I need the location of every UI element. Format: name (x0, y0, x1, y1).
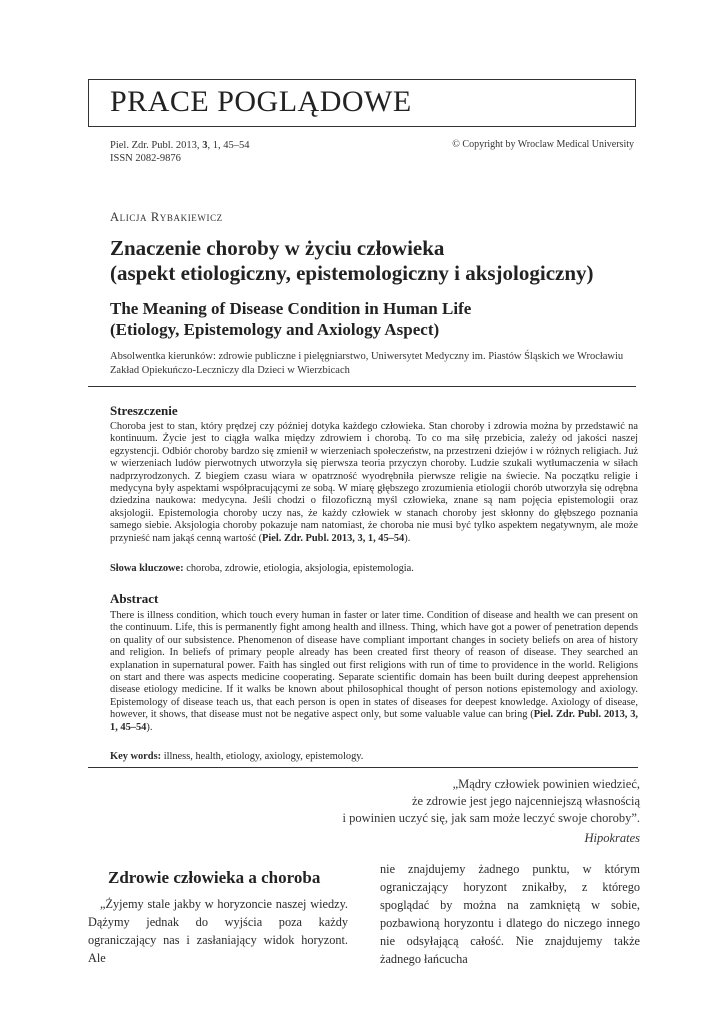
title-english (110, 298, 471, 340)
body-right-column: nie znajdujemy żadnego punktu, w którym ograniczający horyzont znikałby, z którego spoglądać by można na zamkniętą w sobie, pozbawioną horyzontu i dlatego do niczego innego nie odsyłającą całość. Nie znajdujemy także żadnego łańcucha (380, 862, 640, 966)
epigraph (343, 776, 640, 847)
copyright-notice: © Copyright by Wroclaw Medical University (452, 139, 634, 150)
section-type-title: PRACE POGLĄDOWE (110, 85, 412, 118)
abstract-citation: Piel. Zdr. Publ. 2013, 3, 1, 45–54 (110, 709, 639, 733)
author-name: Alicja Rybakiewicz (110, 210, 223, 224)
divider-top (88, 386, 636, 387)
streszczenie-text: Choroba jest to stan, który prędzej czy później dotyka każdego człowieka. Stan choroby i zdrowia można by przedstawić na kontinuum. Życie jest to ciągła walka między zdrowiem i chorobą. To co ma siłę przebicia, zależy od jakości naszej egzystencji. Odbiór choroby bardzo się zmienił w wierzeniach społeczeństw, na przestrzeni dziejów i w różnych religiach. Już w wierzeniach ludów pierwotnych utworzyła się pierwsza teoria przyczyn choroby. Ludzie szukali wytłumaczenia w siłach nadprzyrodzonych. Z biegiem czasu wiara w opatrzność wyodrębniła pierwsze religie na świecie. Na początku religie i medycyna były aspektami współpracującymi ze sobą. W miarę głębszego zrozumienia etiologii chorób utworzyła się odrębna dziedzina naukowa: medycyna. Jeśli chodzi o filozoficzną myśl człowieka, znane są nam pojęcia epistemologii oraz aksjologii. Epistemologia choroby uczy nas, że każdy człowiek w stanach choroby jest skłonny do głębszego poznania samego siebie. Aksjologia choroby pokazuje nam natomiast, że choroba nie musi być tylko aspektem negatywnym, ale może przynieść nam jakąś cenną wartość (Piel. Zdr. Publ. 2013, 3, 1, 45–54). (110, 421, 638, 544)
issn: ISSN 2082-9876 (110, 153, 181, 164)
keywords-label-en: Key words: (110, 751, 162, 762)
streszczenie-citation: Piel. Zdr. Publ. 2013, 3, 1, 45–54 (262, 532, 405, 544)
title-polish (110, 236, 594, 286)
section-heading-health: Zdrowie człowieka a choroba (108, 868, 321, 887)
journal-volume: 3 (202, 140, 208, 151)
journal-reference (110, 139, 249, 165)
title-polish-line1: Znaczenie choroby w życiu człowieka (110, 236, 445, 260)
streszczenie-keywords: Słowa kluczowe: choroba, zdrowie, etiologia, aksjologia, epistemologia. (110, 563, 414, 574)
keywords-label-pl: Słowa kluczowe: (110, 563, 184, 574)
author-affiliation: Absolwentka kierunków: zdrowie publiczne i pielęgniarstwo, Uniwersytet Medyczny im. Piastów Śląskich we Wrocławiu Zakład Opiekuńczo-Leczniczy dla Dzieci w Wierzbicach (110, 351, 624, 376)
title-english-line2: (Etiology, Epistemology and Axiology Aspect) (110, 320, 440, 339)
streszczenie-heading: Streszczenie (110, 403, 178, 418)
epigraph-line2: że zdrowie jest jego najcenniejszą własnością (411, 794, 640, 808)
epigraph-line3: i powinien uczyć się, jak sam może leczyć swoje choroby”. (342, 811, 640, 825)
title-polish-line2: (aspekt etiologiczny, epistemologiczny i aksjologiczny) (110, 261, 594, 285)
abstract-heading: Abstract (110, 591, 159, 606)
epigraph-line1: „Mądry człowiek powinien wiedzieć, (452, 777, 640, 791)
abstract-keywords: Key words: illness, health, etiology, axiology, epistemology. (110, 751, 364, 762)
abstract-text: There is illness condition, which touch every human in faster or later time. Condition of disease and health we can present on the continuum. Life, this is permanently fight among health and illness. Thing, which have got a power of penetration depends on quality of our subsistence. Phenomenon of disease have compliant important changes in society beliefs on area of history and religion. In beliefs of primary people already has been created first theory of reason of disease. They searched an explanation in supernatural power. Faith has singled out first religions with run of time to providence in the world. Religions on start and there was aspects medicine cooperating. Separate scientific domain has been built during deepest apprehension disease etiology medicine. If it walks be known about philosophical thought of person notions epistemology and axiology. Epistemology of disease teach us, that each person is open in states of diseases for deepest knowledge. Axiology of disease, however, it shows, that disease must not be negative aspect only, but some valuable value can bring (Piel. Zdr. Publ. 2013, 3, 1, 45–54). (110, 610, 639, 733)
body-left-column: „Żyjemy stale jakby w horyzoncie naszej wiedzy. Dążymy jednak do wyjścia poza każdy ograniczający nas i zasłaniający widok horyzont. Ale (88, 897, 348, 965)
title-english-line1: The Meaning of Disease Condition in Human Life (110, 299, 472, 318)
journal-citation-line: Piel. Zdr. Publ. 2013, 3, 1, 45–54 (110, 140, 250, 151)
epigraph-author: Hipokrates (584, 831, 640, 845)
divider-bottom (88, 767, 638, 768)
